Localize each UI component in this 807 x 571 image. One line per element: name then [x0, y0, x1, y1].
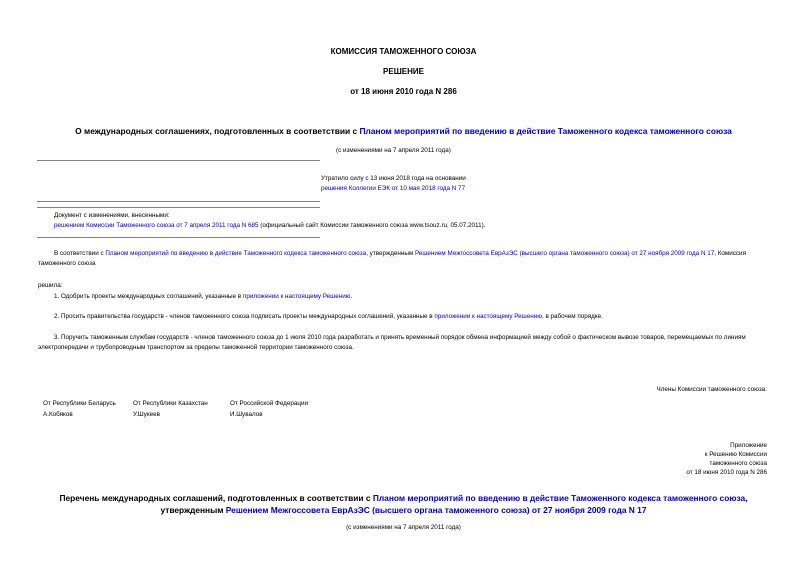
amendment-suffix: (официальный сайт Комиссии таможенного союза www.tsouz.ru, 05.07.2011).	[258, 222, 486, 229]
item-2	[54, 312, 603, 322]
preamble-text: , Комиссия таможенного союза	[38, 250, 746, 267]
divider	[37, 160, 320, 161]
decision-date: от 18 июня 2010 года N 286	[350, 87, 457, 96]
item-1	[54, 292, 352, 302]
preamble	[38, 249, 773, 269]
appendix-block	[686, 441, 767, 477]
members-label: Члены Комиссии таможенного союза:	[656, 386, 767, 393]
appendix-line: от 18 июня 2010 года N 286	[686, 469, 767, 476]
signatory-country: От Российской Федерации	[230, 400, 309, 407]
expired-note: Утратило силу с 13 июня 2018 года на основании	[321, 175, 466, 182]
preamble-decision-link[interactable]: Решением Межгоссовета ЕврАзЭС (высшего органа таможенного союза) от 27 ноября 2009 года N 17	[414, 250, 715, 257]
list-changes-note: (с изменениями на 7 апреля 2011 года)	[346, 524, 461, 531]
item-text: 2. Просить правительства государств - членов таможенного союза подписать проекты международных соглашений, указанные в	[54, 313, 435, 320]
preamble-plan-link[interactable]: Планом мероприятий по введению в действие Таможенного кодекса таможенного союза	[105, 250, 367, 257]
decision-heading: РЕШЕНИЕ	[383, 67, 424, 76]
signatory-name: А.Кобяков	[43, 411, 73, 418]
item-text: .	[350, 293, 353, 300]
appendix-link[interactable]: приложении к настоящему Решению	[434, 313, 542, 320]
list-title-text: утвержденным	[160, 505, 226, 515]
signatory-name: У.Шукеев	[133, 411, 161, 418]
list-title-line-2	[0, 504, 807, 516]
plan-link[interactable]: Планом мероприятий по введению в действие Таможенного кодекса таможенного союза	[359, 126, 732, 136]
signatory-name: И.Шувалов	[230, 411, 263, 418]
divider	[37, 237, 320, 238]
document-title	[0, 126, 807, 136]
amendments-line	[54, 221, 774, 230]
list-title	[0, 492, 807, 516]
preamble-text: В соответствии с	[54, 250, 106, 257]
appendix-line: к Решению Комиссии	[704, 451, 767, 458]
signatory-country: От Республики Беларусь	[43, 400, 116, 407]
list-title-line-1	[0, 492, 807, 504]
list-title-text: Перечень международных соглашений, подготовленных в соответствии с	[59, 493, 373, 503]
list-plan-link[interactable]: Планом мероприятий по введению в действие Таможенного кодекса таможенного союза,	[372, 493, 748, 503]
item-3: 3. Поручить таможенным службам государств - членов таможенного союза до 1 июля 2010 года разработать и принять временный порядок обмена информацией между собой о фактическом вывозе товаров, перемещаемых по линиям электропередачи и трубопроводным транспортом за пределы таможенной территории таможенного союза.	[38, 334, 746, 351]
list-decision-link[interactable]: Решением Межгоссовета ЕврАзЭС (высшего органа таможенного союза) от 27 ноября 2009 года N 17	[225, 505, 647, 515]
signatory-country: От Республики Казахстан	[133, 400, 208, 407]
amendment-link[interactable]: решением Комиссии Таможенного союза от 7 апреля 2011 года N 685	[54, 222, 259, 229]
appendix-line: Приложение	[730, 442, 767, 449]
preamble-text: , утвержденным	[366, 250, 415, 257]
appendix-line: таможенного союза	[709, 460, 767, 467]
commission-heading: КОМИССИЯ ТАМОЖЕННОГО СОЮЗА	[330, 47, 477, 56]
decided-label: решила:	[38, 282, 63, 289]
item-text: , в рабочем порядке.	[541, 313, 603, 320]
amendments-label: Документ с изменениями, внесенными:	[54, 212, 170, 219]
eec-decision-link[interactable]: решения Коллегии ЕЭК от 10 мая 2018 года N 77	[321, 185, 466, 192]
title-prefix: О международных соглашениях, подготовленных в соответствии с	[75, 126, 360, 136]
divider	[37, 207, 320, 208]
divider	[37, 201, 320, 202]
appendix-link[interactable]: приложении к настоящему Решению	[242, 293, 351, 300]
changes-note: (с изменениями на 7 апреля 2011 года)	[336, 147, 451, 154]
item-text: 1. Одобрить проекты международных соглашений, указанные в	[54, 293, 243, 300]
